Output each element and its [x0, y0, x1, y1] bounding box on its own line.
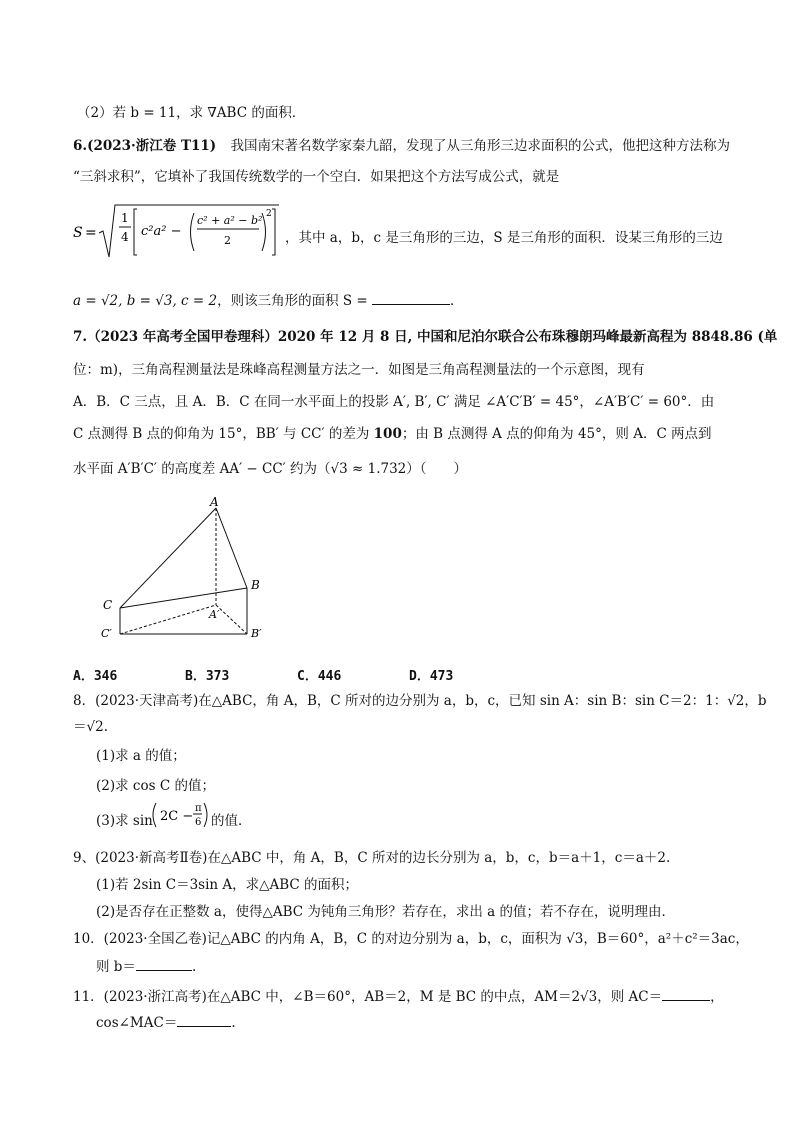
- q7-options: [73, 665, 493, 683]
- q8-part3-b: 的值．: [211, 813, 252, 829]
- formula-one: 1: [121, 211, 129, 225]
- q6-given: a = √2, b = √3, c = 2: [73, 293, 218, 309]
- label-a1: A′: [209, 608, 220, 621]
- q7-line1: [73, 325, 777, 345]
- q8-part2: (2)求 cos C 的值；: [96, 778, 215, 794]
- q7-line4-a: C 点测得 B 点的仰角为 15°，BB′ 与 CC′ 的差为: [73, 426, 370, 442]
- q6-line4: [73, 289, 464, 309]
- formula-lbracket: [134, 209, 137, 255]
- q10-line2-text: 则 b＝: [96, 959, 136, 975]
- q11-line2: [96, 1011, 236, 1031]
- q6-source-tag: 6.(2023·浙江卷 T11): [73, 138, 217, 154]
- formula-c2a2: c²a² −: [141, 224, 182, 239]
- edge-ab: [216, 508, 247, 588]
- formula-s: S: [73, 225, 83, 241]
- formula-eq: =: [85, 225, 97, 241]
- q7-line1-text: 2020 年 12 月 8 日, 中国和尼泊尔联合公布珠穆朗玛峰最新高程为 8848.86 (单: [277, 329, 778, 345]
- edge-cb: [120, 588, 247, 608]
- option-a[interactable]: A．346: [73, 669, 118, 684]
- formula-lparen: [191, 213, 195, 251]
- q7-line5: 水平面 A′B′C′ 的高度差 AA′ − CC′ 约为（√3 ≈ 1.732）（ ）: [73, 461, 468, 477]
- expr-six: 6: [195, 817, 202, 828]
- q9-line1: 9、(2023·新高考Ⅱ卷)在△ABC 中，角 A，B，C 所对的边长分别为 a，b，c，b＝a＋1，c＝a＋2.: [73, 850, 671, 866]
- formula-num: c² + a² − b²: [197, 214, 263, 227]
- option-d[interactable]: D．473: [409, 669, 454, 684]
- q9-part2: (2)是否存在正整数 a，使得△ABC 为钝角三角形？若存在，求出 a 的值；若不存在，说明理由．: [96, 904, 676, 920]
- q8-line2: ＝√2.: [73, 719, 108, 735]
- q11-line1: [73, 985, 724, 1005]
- edge-a1b1: [216, 605, 247, 634]
- expr-pi: π: [195, 803, 202, 814]
- q10-line1: 10．(2023·全国乙卷)记△ABC 的内角 A，B，C 的对边分别为 a，b，c，面积为 √3，B＝60°，a²＋c²＝3ac，: [73, 931, 749, 947]
- q9-part1: (1)若 2sin C＝3sin A，求△ABC 的面积；: [96, 877, 359, 893]
- q7-line4-b: 100: [373, 426, 402, 442]
- q6-line4-text: ，则该三角形的面积 S =: [217, 293, 368, 309]
- formula-rparen: [262, 213, 266, 251]
- q7-line2: 位：m)，三角高程测量法是珠峰高程测量方法之一．如图是三角高程测量法的一个示意图，现有: [73, 362, 645, 378]
- q6-line1: [73, 134, 730, 154]
- q10-line2-end: .: [191, 959, 197, 975]
- label-a: A: [210, 495, 219, 509]
- label-b: B: [251, 578, 260, 592]
- label-c: C: [103, 598, 113, 612]
- q10-line2: [96, 955, 196, 975]
- q6-text: 我国南宋著名数学家秦九韶，发现了从三角形三边求面积的公式，他把这种方法称为: [230, 138, 730, 154]
- edge-ac: [120, 508, 216, 608]
- q6-line2: “三斜求积”，它填补了我国传统数学的一个空白．如果把这个方法写成公式，就是: [73, 169, 560, 185]
- formula-sq: 2: [266, 209, 272, 219]
- q11-ac-blank[interactable]: [662, 987, 710, 1002]
- option-c[interactable]: C．446: [297, 669, 342, 684]
- q7-line4-c: ；由 B 点测得 A 点的仰角为 45°，则 A．C 两点到: [401, 426, 712, 442]
- formula-rbracket: [272, 209, 275, 255]
- q11-cos-blank[interactable]: [177, 1013, 231, 1028]
- q8-line1: 8．(2023·天津高考)在△ABC，角 A，B，C 所对的边分别为 a，b，c，已知 sin A：sin B：sin C＝2：1：√2，b: [73, 693, 767, 709]
- q8-part1: (1)求 a 的值；: [96, 748, 186, 764]
- q7-line4: [73, 422, 712, 442]
- q6-answer-blank[interactable]: [372, 291, 450, 306]
- q11-line2-text: cos∠MAC＝: [96, 1015, 178, 1031]
- expr-inner: 2C −: [160, 809, 194, 824]
- label-b1: B′: [251, 627, 262, 640]
- q5-part2: （2）若 b = 11，求 ∇ABC 的面积．: [77, 105, 306, 121]
- formula-den: 2: [224, 234, 231, 247]
- q7-source-tag: 7.（2023 年高考全国甲卷理科）: [73, 329, 278, 345]
- q7-line3: A．B．C 三点，且 A．B．C 在同一水平面上的投影 A′, B′, C′ 满足 ∠A′C′B′ = 45°，∠A′B′C′ = 60°．由: [73, 394, 715, 410]
- q8-part3-a: (3)求 sin: [96, 813, 153, 829]
- option-b[interactable]: B．373: [185, 669, 230, 684]
- q6-line4-end: ．: [450, 293, 464, 309]
- label-c1: C′: [101, 627, 112, 640]
- expr-lparen: [153, 803, 156, 827]
- q11-line1-text: 11．(2023·浙江高考)在△ABC 中，∠B＝60°，AB＝2，M 是 BC 的中点，AM＝2√3，则 AC＝: [73, 989, 663, 1005]
- formula-four: 4: [121, 230, 129, 244]
- q10-answer-blank[interactable]: [136, 957, 192, 972]
- q11-line2-end: .: [231, 1015, 236, 1031]
- q6-formula-after: ，其中 a，b，c 是三角形的三边，S 是三角形的面积．设某三角形的三边: [285, 230, 723, 246]
- q11-line1-end: ，: [710, 989, 724, 1005]
- q6-formula-graphic: [73, 203, 283, 263]
- q8-part3-expr: [150, 800, 210, 830]
- edge-c1a1: [120, 605, 216, 634]
- q7-figure: [95, 495, 280, 645]
- expr-rparen: [204, 803, 207, 827]
